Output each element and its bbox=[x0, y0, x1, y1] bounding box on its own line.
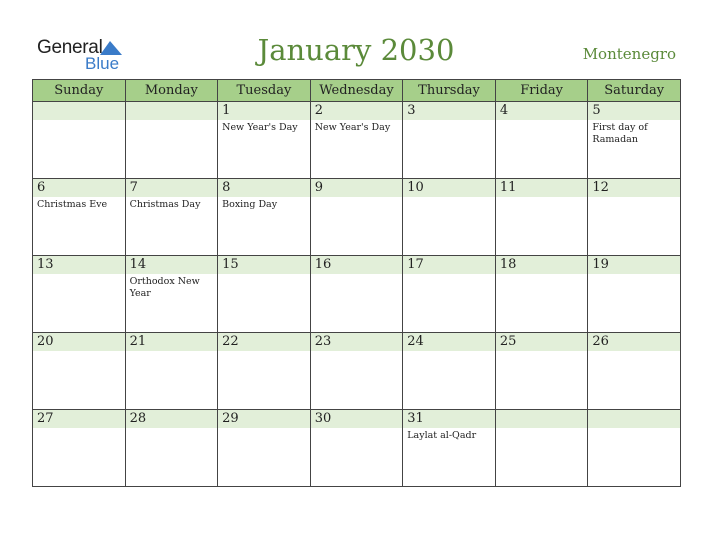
day-number: 24 bbox=[403, 333, 495, 351]
day-cell bbox=[403, 410, 496, 487]
day-number: 17 bbox=[403, 256, 495, 274]
day-cell bbox=[218, 179, 311, 256]
weekday-header-row bbox=[33, 80, 681, 102]
holiday-label bbox=[588, 351, 680, 353]
holiday-label: Laylat al-Qadr bbox=[407, 430, 477, 441]
weekday-header: Sunday bbox=[33, 80, 126, 102]
page-title: January 2030 bbox=[257, 33, 455, 67]
holiday-label bbox=[588, 274, 680, 276]
weekday-header: Wednesday bbox=[310, 80, 403, 102]
day-cell bbox=[33, 333, 126, 410]
weekday-header: Tuesday bbox=[218, 80, 311, 102]
holiday-label bbox=[33, 428, 125, 430]
day-cell bbox=[125, 256, 218, 333]
holiday-label: First day of Ramadan bbox=[592, 122, 648, 145]
day-cell bbox=[403, 102, 496, 179]
holiday-label bbox=[588, 428, 680, 430]
calendar-body bbox=[33, 102, 681, 487]
day-number bbox=[496, 410, 588, 428]
day-number: 28 bbox=[126, 410, 218, 428]
weekday-header: Friday bbox=[495, 80, 588, 102]
holiday-label bbox=[311, 351, 403, 353]
day-number: 3 bbox=[403, 102, 495, 120]
day-number: 29 bbox=[218, 410, 310, 428]
holiday-label bbox=[403, 197, 495, 199]
holiday-label bbox=[218, 351, 310, 353]
day-cell bbox=[495, 410, 588, 487]
day-number: 31 bbox=[403, 410, 495, 428]
day-number: 8 bbox=[218, 179, 310, 197]
day-cell bbox=[310, 333, 403, 410]
day-cell bbox=[495, 333, 588, 410]
day-cell bbox=[495, 256, 588, 333]
day-number: 10 bbox=[403, 179, 495, 197]
calendar-grid bbox=[32, 79, 681, 487]
day-number: 2 bbox=[311, 102, 403, 120]
day-cell bbox=[33, 256, 126, 333]
day-number: 4 bbox=[496, 102, 588, 120]
holiday-label: New Year's Day bbox=[222, 122, 298, 133]
logo-text-blue: Blue bbox=[85, 54, 120, 73]
day-cell bbox=[125, 410, 218, 487]
holiday-label bbox=[496, 274, 588, 276]
day-number: 23 bbox=[311, 333, 403, 351]
day-number: 27 bbox=[33, 410, 125, 428]
holiday-label bbox=[126, 120, 218, 122]
day-cell bbox=[403, 256, 496, 333]
day-cell bbox=[218, 333, 311, 410]
day-cell bbox=[125, 333, 218, 410]
day-number bbox=[126, 102, 218, 120]
day-cell bbox=[588, 179, 681, 256]
logo-text-general: General bbox=[37, 37, 103, 58]
day-number: 11 bbox=[496, 179, 588, 197]
day-cell bbox=[588, 102, 681, 179]
day-number: 21 bbox=[126, 333, 218, 351]
day-number: 7 bbox=[126, 179, 218, 197]
holiday-label bbox=[496, 120, 588, 122]
holiday-label bbox=[33, 120, 125, 122]
day-cell bbox=[33, 179, 126, 256]
holiday-label bbox=[496, 428, 588, 430]
day-number: 1 bbox=[218, 102, 310, 120]
day-number: 16 bbox=[311, 256, 403, 274]
week-row bbox=[33, 179, 681, 256]
day-number: 22 bbox=[218, 333, 310, 351]
day-number: 30 bbox=[311, 410, 403, 428]
day-number: 26 bbox=[588, 333, 680, 351]
day-number: 9 bbox=[311, 179, 403, 197]
holiday-label bbox=[403, 120, 495, 122]
holiday-label: Christmas Day bbox=[129, 199, 201, 210]
day-cell bbox=[218, 102, 311, 179]
day-cell bbox=[125, 102, 218, 179]
holiday-label bbox=[126, 428, 218, 430]
day-number bbox=[33, 102, 125, 120]
day-cell bbox=[33, 410, 126, 487]
country-label: Montenegro bbox=[582, 45, 676, 63]
weekday-header: Saturday bbox=[588, 80, 681, 102]
weekday-header: Thursday bbox=[403, 80, 496, 102]
holiday-label: Christmas Eve bbox=[37, 199, 108, 210]
holiday-label: New Year's Day bbox=[314, 122, 391, 133]
day-cell bbox=[495, 179, 588, 256]
holiday-label bbox=[588, 197, 680, 199]
week-row bbox=[33, 256, 681, 333]
holiday-label bbox=[218, 274, 310, 276]
day-number: 20 bbox=[33, 333, 125, 351]
day-cell bbox=[310, 179, 403, 256]
day-cell bbox=[125, 179, 218, 256]
holiday-label: Orthodox New Year bbox=[129, 276, 200, 299]
holiday-label bbox=[403, 351, 495, 353]
week-row bbox=[33, 410, 681, 487]
week-row bbox=[33, 102, 681, 179]
day-number: 14 bbox=[126, 256, 218, 274]
day-cell bbox=[218, 256, 311, 333]
day-number: 19 bbox=[588, 256, 680, 274]
day-number: 13 bbox=[33, 256, 125, 274]
holiday-label bbox=[311, 428, 403, 430]
day-cell bbox=[588, 410, 681, 487]
holiday-label bbox=[33, 351, 125, 353]
holiday-label: Boxing Day bbox=[222, 199, 278, 210]
holiday-label bbox=[218, 428, 310, 430]
day-number: 25 bbox=[496, 333, 588, 351]
day-number: 12 bbox=[588, 179, 680, 197]
day-cell bbox=[310, 256, 403, 333]
holiday-label bbox=[311, 197, 403, 199]
holiday-label bbox=[403, 274, 495, 276]
day-cell bbox=[310, 102, 403, 179]
day-cell bbox=[588, 333, 681, 410]
holiday-label bbox=[33, 274, 125, 276]
week-row bbox=[33, 333, 681, 410]
day-number: 18 bbox=[496, 256, 588, 274]
holiday-label bbox=[311, 274, 403, 276]
day-number: 5 bbox=[588, 102, 680, 120]
day-cell bbox=[218, 410, 311, 487]
holiday-label bbox=[496, 197, 588, 199]
day-cell bbox=[33, 102, 126, 179]
day-cell bbox=[495, 102, 588, 179]
weekday-header: Monday bbox=[125, 80, 218, 102]
day-cell bbox=[403, 179, 496, 256]
day-number: 6 bbox=[33, 179, 125, 197]
holiday-label bbox=[496, 351, 588, 353]
day-cell bbox=[588, 256, 681, 333]
day-cell bbox=[310, 410, 403, 487]
day-number: 15 bbox=[218, 256, 310, 274]
holiday-label bbox=[126, 351, 218, 353]
day-cell bbox=[403, 333, 496, 410]
day-number bbox=[588, 410, 680, 428]
